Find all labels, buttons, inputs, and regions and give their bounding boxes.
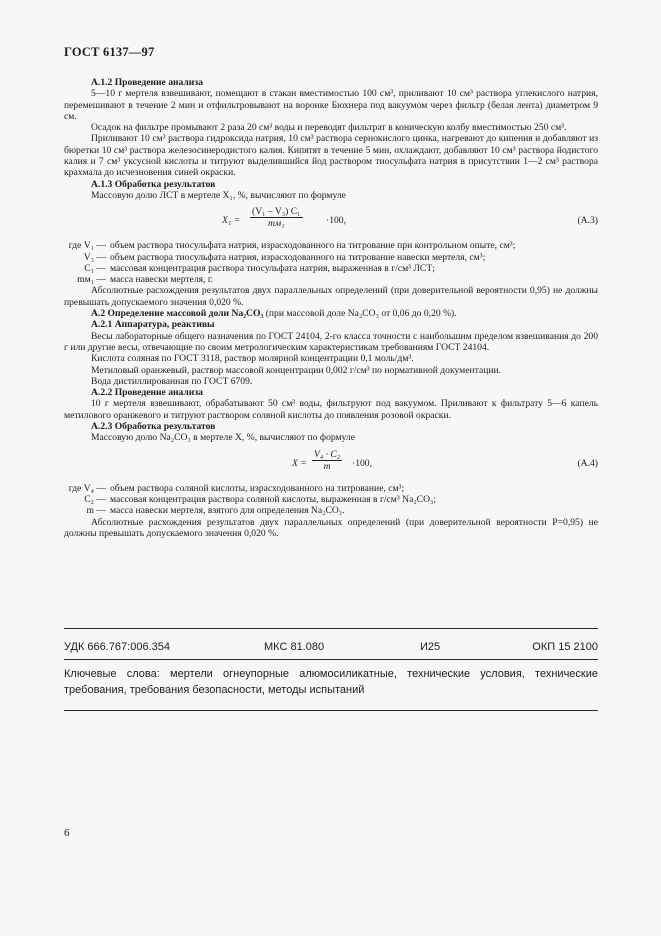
section-heading-a21: А.2.1 Аппаратура, реактивы <box>91 319 215 331</box>
legend-text: объем раствора тиосульфата натрия, израсходованного на титрование навески мертеля, см³; <box>110 251 486 263</box>
legend-text: объем раствора тиосульфата натрия, израсходованного на титрование при контрольном опыте, см³; <box>110 240 516 252</box>
formula-lhs: X = <box>292 457 307 469</box>
formula-fraction <box>312 449 342 472</box>
paragraph: Метиловый оранжевый, раствор массовой концентрации 0,002 г/см³ по нормативной документации. <box>91 364 502 376</box>
formula-number: (А.3) <box>577 215 598 227</box>
paragraph: Абсолютные расхождения результатов двух параллельных определений (при доверительной вероятности P=0,95) не должны превышать допускаемого значения 0,020 %. <box>64 516 598 539</box>
keywords: Ключевые слова: мертели огнеупорные алюмосиликатные, технические условия, технические требования, требования безопасности, методы испытаний <box>64 668 598 696</box>
paragraph: 10 г мертеля взвешивают, обрабатывают 50 см³ воды, фильтруют под вакуумом. Приливают к фильтрату 5—6 капель метилового оранжевого и титруют раствором соляной кислоты до появления розовой окраски. <box>64 398 598 421</box>
paragraph: Приливают 10 см³ раствора гидроксида натрия, 10 см³ раствора сернокислого цинка, нагревают до кипения и добавляют из бюретки 10 см³ раствора железосинеродистого калия. Кипятят в течение 5 мин, охлаждают, добавляют 10 см³ раствора йодистого калия и 7 см³ уксусной кислоты и титруют выделившийся йод раствором тиосульфата натрия в присутствии 1—2 см³ раствора крахмала до исчезновения синей окраски. <box>64 133 598 179</box>
legend-text: масса навески мертеля, взятого для определения Na₂CO₃. <box>110 505 345 517</box>
footer-mid-rule <box>64 659 598 660</box>
formula-numerator: V₄ · C₂ <box>314 448 341 460</box>
i-code: И25 <box>420 641 441 653</box>
legend-symbol: где V₁ — <box>68 240 106 252</box>
paragraph: 5—10 г мертеля взвешивают, помещают в стакан вместимостью 100 см³, приливают 10 см³ раствора углекислого натрия, перемешивают в течение 2 мин и отфильтровывают на воронке Бюхнера под вакуумом через фильтр (белая лента) диаметром 9 см. <box>64 88 598 122</box>
legend-text: объем раствора соляной кислоты, израсходованного на титрование, см³; <box>110 482 405 494</box>
legend-row <box>64 483 598 494</box>
formula-multiplier: ·100, <box>352 457 372 469</box>
paragraph: Абсолютные расхождения результатов двух параллельных определений (при доверительной вероятности 0,95) не должны превышать допускаемого значения 0,020 %. <box>64 285 598 308</box>
formula-a4 <box>64 446 598 480</box>
footer-top-rule <box>64 628 598 629</box>
footer-bottom-rule <box>64 710 598 711</box>
legend-text: массовая концентрация раствора соляной кислоты, выраженная в г/см³ Na₂CO₃; <box>110 493 437 505</box>
legend-symbol: V₃ — <box>83 251 106 263</box>
document-header-title: ГОСТ 6137—97 <box>64 45 155 59</box>
formula-lhs: X₁ = <box>222 215 241 227</box>
legend-row <box>64 505 598 516</box>
paragraph: Кислота соляная по ГОСТ 3118, раствор молярной концентрации 0,1 моль/дм³. <box>91 353 414 365</box>
section-heading-a23: А.2.3 Обработка результатов <box>91 421 216 433</box>
formula-multiplier: ·100, <box>326 215 346 227</box>
legend-row <box>64 240 598 251</box>
legend-text: масса навески мертеля, г. <box>110 274 214 286</box>
legend-symbol: m — <box>86 505 106 517</box>
section-heading-a22: А.2.2 Проведение анализа <box>91 387 203 399</box>
section-heading-a13: А.1.3 Обработка результатов <box>91 178 216 190</box>
legend-symbol: C₁ — <box>84 262 106 274</box>
mks-code: МКС 81.080 <box>264 641 325 653</box>
legend-row <box>64 494 598 505</box>
page-number: 6 <box>64 827 70 839</box>
paragraph: Осадок на фильтре промывают 2 раза 20 см³ воды и переводят фильтрат в коническую колбу вместимостью 250 см³. <box>91 122 567 134</box>
section-heading-a2-tail: (при массовой доле Na₂CO₃ от 0,06 до 0,20 %). <box>263 308 457 320</box>
okp-code: ОКП 15 2100 <box>532 641 598 653</box>
legend-symbol: mм₁ — <box>77 274 106 286</box>
section-heading-a2 <box>64 308 598 319</box>
legend-symbol: C₂ — <box>84 493 106 505</box>
formula-fraction <box>250 206 303 229</box>
formula-number: (А.4) <box>577 457 598 469</box>
paragraph: Массовую долю ЛСТ в мертеле X₁, %, вычисляют по формуле <box>91 189 346 201</box>
formula-numerator: (V₁ – V₃) C₁ <box>252 206 301 218</box>
legend-row <box>64 263 598 274</box>
document-body <box>64 77 598 539</box>
legend-symbol: где V₄ — <box>68 482 106 494</box>
legend-text: массовая концентрация раствора тиосульфата натрия, выраженная в г/см³ ЛСТ; <box>110 262 435 274</box>
udk-code: УДК 666.767:006.354 <box>64 641 170 653</box>
legend-row <box>64 252 598 263</box>
formula-denominator: mм₁ <box>268 218 285 230</box>
section-heading-a2-bold: А.2 Определение массовой доли Na₂CO₃ <box>91 308 264 320</box>
section-heading-a12: А.1.2 Проведение анализа <box>91 77 203 88</box>
legend-row <box>64 274 598 285</box>
paragraph: Весы лабораторные общего назначения по ГОСТ 24104, 2-го класса точности с наибольшим пределом взвешивания до 200 г или другие весы, отвечающие по своим метрологическим характеристикам требованиям ГОСТ 24104. <box>64 330 598 353</box>
formula-a4-legend <box>64 483 598 517</box>
formula-a3-legend <box>64 240 598 285</box>
formula-a3 <box>64 203 598 237</box>
paragraph: Вода дистиллированная по ГОСТ 6709. <box>91 375 253 387</box>
paragraph: Массовую долю Na₂CO₃ в мертеле X, %, вычисляют по формуле <box>91 432 356 444</box>
formula-denominator: m <box>323 460 331 472</box>
